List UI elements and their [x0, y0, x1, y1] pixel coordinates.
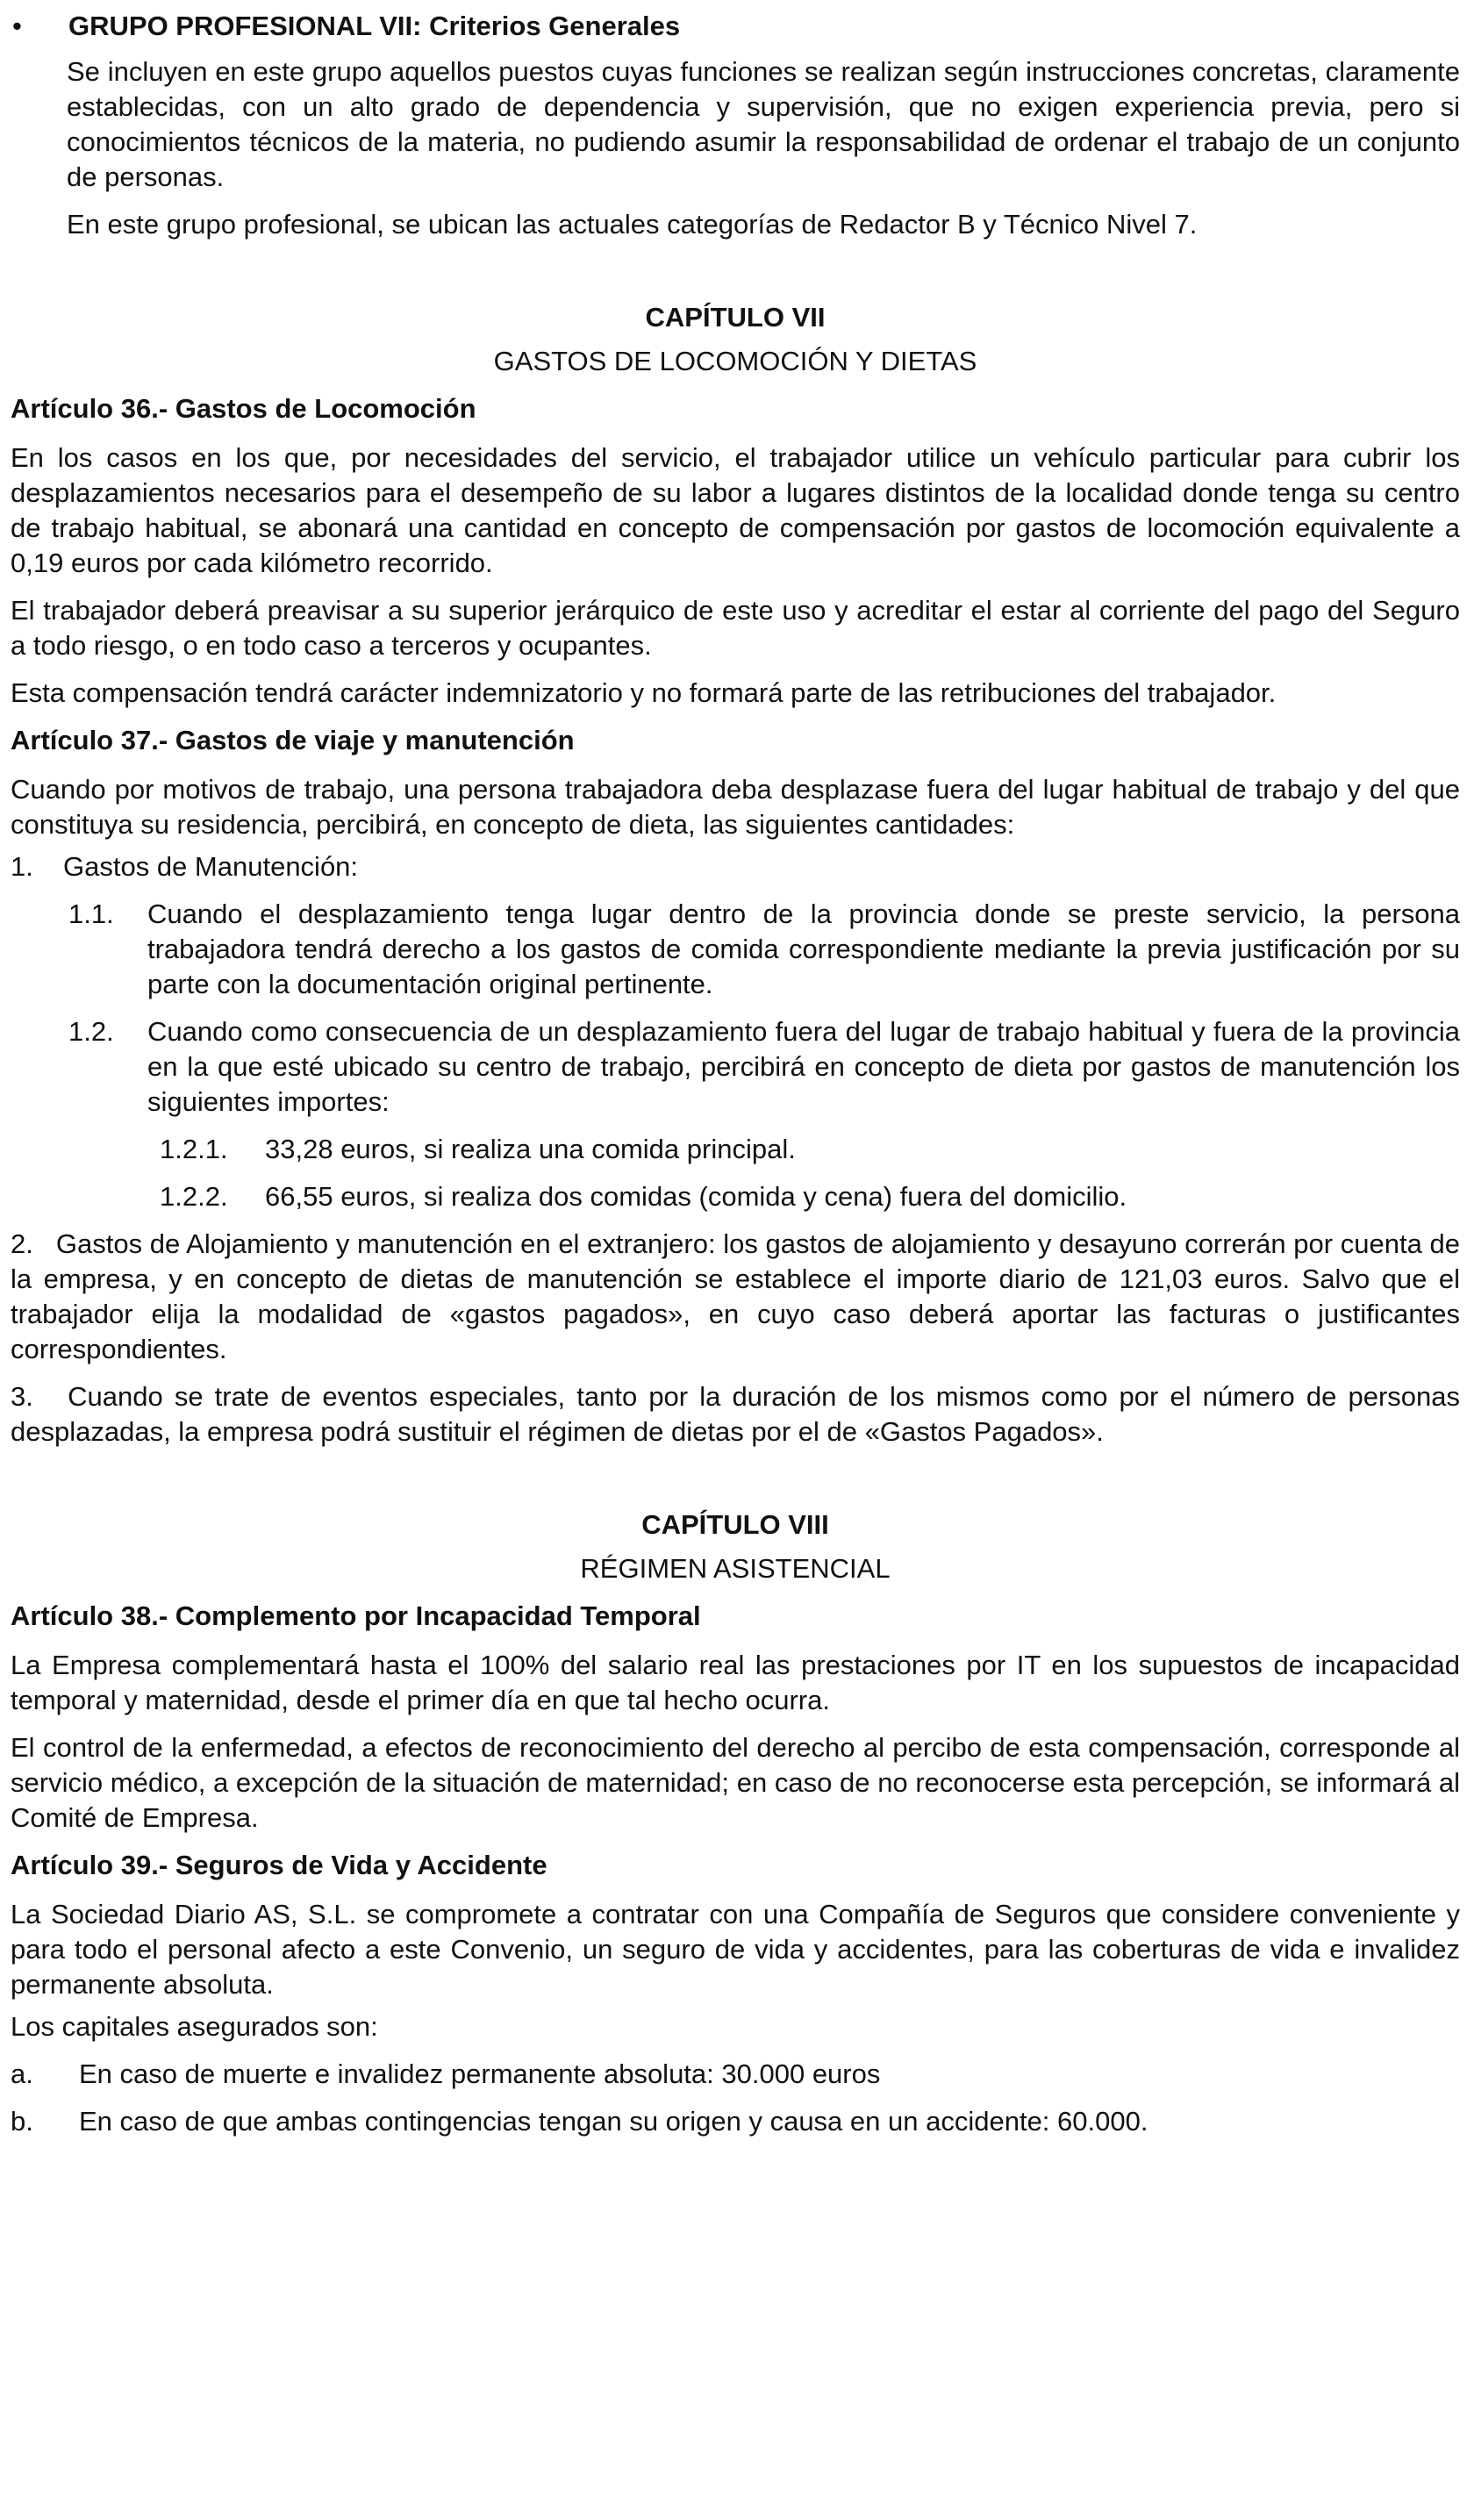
- list-text: 33,28 euros, si realiza una comida principal.: [265, 1134, 796, 1164]
- list-item-1: [11, 849, 1460, 884]
- article-36-paragraph-3: Esta compensación tendrá carácter indemnizatorio y no formará parte de las retribuciones del trabajador.: [11, 677, 1277, 708]
- article-39-paragraph-1: La Sociedad Diario AS, S.L. se compromete a contratar con una Compañía de Seguros que considere conveniente y para todo el personal afecto a este Convenio, un seguro de vida y accidentes, para las coberturas de vida e invalidez permanente absoluta.: [11, 1899, 1460, 2000]
- article-37-paragraph-2: 2. Gastos de Alojamiento y manutención en el extranjero: los gastos de alojamiento y desayuno correrán por cuenta de la empresa, y en concepto de dietas de manutención se establece el importe diario de 121,03 euros. Salvo que el trabajador elija la modalidad de «gastos pagados», en cuyo caso deberá aportar las facturas o justificantes correspondientes.: [11, 1228, 1468, 1364]
- grupo-heading: [11, 9, 1460, 44]
- list-item-1-2: [11, 1014, 1460, 1120]
- list-item-1-1: [11, 897, 1460, 1002]
- list-letter: b.: [11, 2106, 33, 2137]
- grupo-paragraph-1: Se incluyen en este grupo aquellos puestos cuyas funciones se realizan según instrucciones concretas, claramente establecidas, con un alto grado de dependencia y supervisión, que no exigen experiencia previa, pero si conocimientos técnicos de la materia, no pudiendo asumir la responsabilidad de ordenar el trabajo de un conjunto de personas.: [67, 56, 1460, 192]
- list-text: Cuando el desplazamiento tenga lugar dentro de la provincia donde se preste servicio, la persona trabajadora tendrá derecho a los gastos de comida correspondiente mediante la previa justificación por su parte con la documentación original pertinente.: [147, 898, 1460, 999]
- chapter-7-title: CAPÍTULO VII: [645, 302, 826, 333]
- list-number: 1.1.: [68, 898, 114, 929]
- article-38-paragraph-1: La Empresa complementará hasta el 100% del salario real las prestaciones por IT en los supuestos de incapacidad temporal y maternidad, desde el primer día en que tal hecho ocurra.: [11, 1650, 1460, 1715]
- article-37-title: Artículo 37.- Gastos de viaje y manutención: [11, 725, 575, 755]
- list-letter: a.: [11, 2058, 33, 2089]
- list-text: En caso de que ambas contingencias tengan su origen y causa en un accidente: 60.000.: [79, 2106, 1148, 2137]
- grupo-title: GRUPO PROFESIONAL VII: Criterios Generales: [68, 11, 681, 41]
- list-number: 1.2.1.: [160, 1134, 228, 1164]
- list-number: 1.: [11, 851, 33, 882]
- list-number: 1.2.: [68, 1016, 114, 1047]
- article-38-paragraph-2: El control de la enfermedad, a efectos de reconocimiento del derecho al percibo de esta compensación, corresponde al servicio médico, a excepción de la situación de maternidad; en caso de no reconocerse esta percepción, se informará al Comité de Empresa.: [11, 1732, 1460, 1833]
- grupo-paragraph-2: En este grupo profesional, se ubican las actuales categorías de Redactor B y Técnico Nivel 7.: [67, 209, 1198, 240]
- list-item-a: [11, 2057, 1460, 2092]
- article-36-paragraph-2: El trabajador deberá preavisar a su superior jerárquico de este uso y acreditar el estar al corriente del pago del Seguro a todo riesgo, o en todo caso a terceros y ocupantes.: [11, 595, 1460, 661]
- article-38-title: Artículo 38.- Complemento por Incapacidad Temporal: [11, 1600, 701, 1631]
- list-text: Gastos de Manutención:: [63, 851, 359, 882]
- article-39-paragraph-2: Los capitales asegurados son:: [11, 2011, 378, 2042]
- list-item-1-2-1: [11, 1132, 1460, 1167]
- chapter-8-subtitle: RÉGIMEN ASISTENCIAL: [580, 1553, 891, 1584]
- article-37-intro: Cuando por motivos de trabajo, una persona trabajadora deba desplazase fuera del lugar habitual de trabajo y del que constituya su residencia, percibirá, en concepto de dieta, las siguientes cantidades:: [11, 774, 1460, 840]
- list-text: En caso de muerte e invalidez permanente absoluta: 30.000 euros: [79, 2058, 881, 2089]
- article-39-title: Artículo 39.- Seguros de Vida y Accidente: [11, 1850, 547, 1880]
- chapter-7-subtitle: GASTOS DE LOCOMOCIÓN Y DIETAS: [493, 346, 977, 376]
- list-item-b: [11, 2104, 1460, 2139]
- chapter-8-title: CAPÍTULO VIII: [641, 1509, 829, 1540]
- bullet: •: [12, 11, 22, 41]
- article-36-paragraph-1: En los casos en los que, por necesidades del servicio, el trabajador utilice un vehículo particular para cubrir los desplazamientos necesarios para el desempeño de su labor a lugares distintos de la localidad donde tenga su centro de trabajo habitual, se abonará una cantidad en concepto de compensación por gastos de locomoción equivalente a 0,19 euros por cada kilómetro recorrido.: [11, 442, 1460, 578]
- article-36-title: Artículo 36.- Gastos de Locomoción: [11, 393, 476, 424]
- list-number: 1.2.2.: [160, 1181, 228, 1212]
- list-text: Cuando como consecuencia de un desplazamiento fuera del lugar de trabajo habitual y fuera de la provincia en la que esté ubicado su centro de trabajo, percibirá en concepto de dieta por gastos de manutención los siguientes importes:: [147, 1016, 1460, 1117]
- list-text: 66,55 euros, si realiza dos comidas (comida y cena) fuera del domicilio.: [265, 1181, 1127, 1212]
- list-item-1-2-2: [11, 1179, 1460, 1214]
- article-37-paragraph-3: 3. Cuando se trate de eventos especiales, tanto por la duración de los mismos como por el número de personas desplazadas, la empresa podrá sustituir el régimen de dietas por el de «Gastos Pagados».: [11, 1381, 1468, 1447]
